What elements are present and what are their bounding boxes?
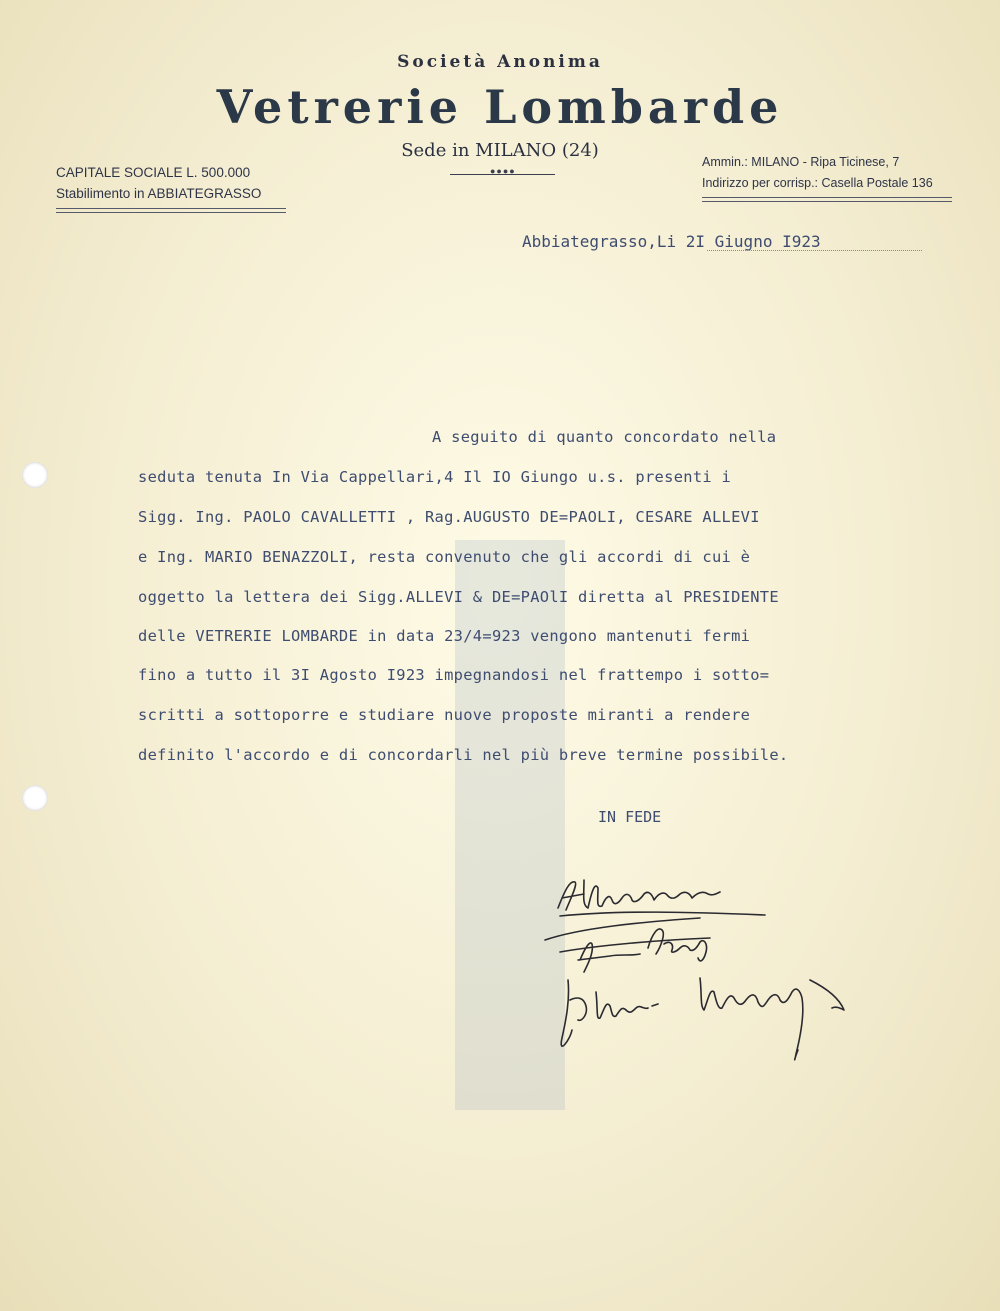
seat-ornament: ●●●● xyxy=(490,166,516,176)
company-seat: Sede in MILANO (24) xyxy=(401,140,599,161)
body-line: e Ing. MARIO BENAZZOLI, resta convenuto che gli accordi di cui è xyxy=(138,548,751,566)
admin-address: Ammin.: MILANO - Ripa Ticinese, 7 xyxy=(702,155,900,169)
body-line: definito l'accordo e di concordarli nel più breve termine possibile. xyxy=(138,746,789,764)
body-line: fino a tutto il 3I Agosto I923 impegnandosi nel frattempo i sotto= xyxy=(138,666,770,684)
company-name: Vetrerie Lombarde xyxy=(216,80,784,134)
closing: IN FEDE xyxy=(598,808,662,826)
body-line: delle VETRERIE LOMBARDE in data 23/4=923 vengono mantenuti fermi xyxy=(138,627,751,645)
body-line: A seguito di quanto concordato nella xyxy=(432,428,777,446)
plant-location: Stabilimento in ABBIATEGRASSO xyxy=(56,186,262,201)
date-line: Abbiategrasso,Li 2I Giugno I923 xyxy=(522,232,821,251)
correspondence-address: Indirizzo per corrisp.: Casella Postale 136 xyxy=(702,176,933,190)
company-type: Società Anonima xyxy=(397,52,603,72)
body-line: oggetto la lettera dei Sigg.ALLEVI & DE=PAOlI diretta al PRESIDENTE xyxy=(138,588,779,606)
signature-allevi xyxy=(558,880,765,916)
body-line: Sigg. Ing. PAOLO CAVALLETTI , Rag.AUGUSTO DE=PAOLI, CESARE ALLEVI xyxy=(138,508,760,526)
punch-hole xyxy=(22,462,48,488)
right-divider xyxy=(702,197,952,202)
signature-de-paoli xyxy=(545,918,710,972)
body-line: seduta tenuta In Via Cappellari,4 Il IO Giungo u.s. presenti i xyxy=(138,468,732,486)
body-line: scritti a sottoporre e studiare nuove proposte miranti a rendere xyxy=(138,706,751,724)
letterhead-left-info xyxy=(56,162,261,204)
signature-benazzoli xyxy=(561,978,844,1060)
date-underline xyxy=(707,250,922,251)
punch-hole xyxy=(22,785,48,811)
handwritten-signatures xyxy=(540,860,880,1090)
share-capital: CAPITALE SOCIALE L. 500.000 xyxy=(56,165,251,180)
left-divider xyxy=(56,208,286,213)
letterhead-right-info xyxy=(702,152,933,194)
